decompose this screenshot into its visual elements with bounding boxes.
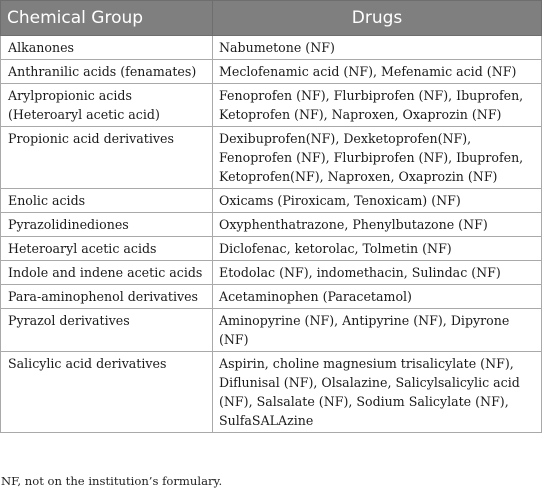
drugs-cell — [213, 84, 542, 127]
chemical-group-text: Salicylic acid derivatives — [8, 356, 167, 371]
chemical-group-cell — [1, 60, 213, 84]
drugs-text: Aminopyrine (NF), Antipyrine (NF), Dipyrone — [219, 313, 510, 328]
drugs-text: Dexibuprofen(NF), Dexketoprofen(NF), — [219, 131, 472, 146]
drugs-cell — [213, 189, 542, 213]
header-chemical-group: Chemical Group — [1, 1, 213, 36]
chemical-group-cell — [1, 36, 213, 60]
chemical-group-text: Alkanones — [8, 40, 74, 55]
drugs-text: Oxyphenthatrazone, Phenylbutazone (NF) — [219, 217, 488, 232]
chemical-group-text: Anthranilic acids (fenamates) — [8, 64, 197, 79]
drugs-text: Diflunisal (NF), Olsalazine, Salicylsalicylic acid — [219, 375, 520, 390]
drugs-text: Aspirin, choline magnesium trisalicylate (NF), — [219, 356, 514, 371]
drugs-text: SulfaSALAzine — [219, 413, 314, 428]
drugs-text: Fenoprofen (NF), Flurbiprofen (NF), Ibuprofen, — [219, 150, 524, 165]
drugs-cell — [213, 285, 542, 309]
chemical-group-cell — [1, 84, 213, 127]
drugs-text: Fenoprofen (NF), Flurbiprofen (NF), Ibuprofen, — [219, 88, 524, 103]
table-row — [1, 285, 542, 309]
chemical-group-text: Heteroaryl acetic acids — [8, 241, 157, 256]
drugs-text: Etodolac (NF), indomethacin, Sulindac (NF) — [219, 265, 501, 280]
drugs-cell — [213, 213, 542, 237]
chemical-group-text: Pyrazol derivatives — [8, 313, 130, 328]
chemical-group-cell — [1, 127, 213, 189]
table-row — [1, 60, 542, 84]
drugs-text: Meclofenamic acid (NF), Mefenamic acid (NF) — [219, 64, 517, 79]
drugs-text: (NF) — [219, 332, 249, 347]
chemical-group-cell — [1, 189, 213, 213]
drugs-cell — [213, 36, 542, 60]
chemical-group-cell — [1, 261, 213, 285]
chemical-group-text: Propionic acid derivatives — [8, 131, 174, 146]
chemical-group-text: Enolic acids — [8, 193, 86, 208]
chemical-group-cell — [1, 285, 213, 309]
table-body — [1, 36, 542, 433]
header-drugs: Drugs — [213, 1, 542, 36]
drugs-text: Acetaminophen (Paracetamol) — [219, 289, 412, 304]
drugs-text: Diclofenac, ketorolac, Tolmetin (NF) — [219, 241, 452, 256]
table-row — [1, 84, 542, 127]
table-row — [1, 261, 542, 285]
chemical-group-text: Indole and indene acetic acids — [8, 265, 203, 280]
drugs-text: Ketoprofen (NF), Naproxen, Oxaprozin (NF) — [219, 107, 502, 122]
chemical-group-text: Para-aminophenol derivatives — [8, 289, 199, 304]
table-row — [1, 237, 542, 261]
drugs-text: (NF), Salsalate (NF), Sodium Salicylate (NF), — [219, 394, 509, 409]
table-row — [1, 36, 542, 60]
chemical-group-cell — [1, 213, 213, 237]
drugs-cell — [213, 309, 542, 352]
chemical-group-text: Arylpropionic acids — [8, 88, 132, 103]
drugs-text: Oxicams (Piroxicam, Tenoxicam) (NF) — [219, 193, 461, 208]
drugs-cell — [213, 352, 542, 433]
drugs-cell — [213, 60, 542, 84]
drugs-cell — [213, 261, 542, 285]
table-footnote: NF, not on the institution’s formulary. — [1, 474, 223, 488]
table-row — [1, 352, 542, 433]
drugs-cell — [213, 237, 542, 261]
drugs-text: Nabumetone (NF) — [219, 40, 335, 55]
drugs-text: Ketoprofen(NF), Naproxen, Oxaprozin (NF) — [219, 169, 498, 184]
table-row — [1, 309, 542, 352]
table-header — [1, 1, 542, 36]
chemical-group-text: (Heteroaryl acetic acid) — [8, 107, 160, 122]
chemical-group-cell — [1, 309, 213, 352]
drugs-cell — [213, 127, 542, 189]
table-row — [1, 127, 542, 189]
chemical-group-cell — [1, 237, 213, 261]
table-row — [1, 189, 542, 213]
chemical-group-cell — [1, 352, 213, 433]
table-row — [1, 213, 542, 237]
header-row — [1, 1, 542, 36]
chemical-group-text: Pyrazolidinediones — [8, 217, 129, 232]
